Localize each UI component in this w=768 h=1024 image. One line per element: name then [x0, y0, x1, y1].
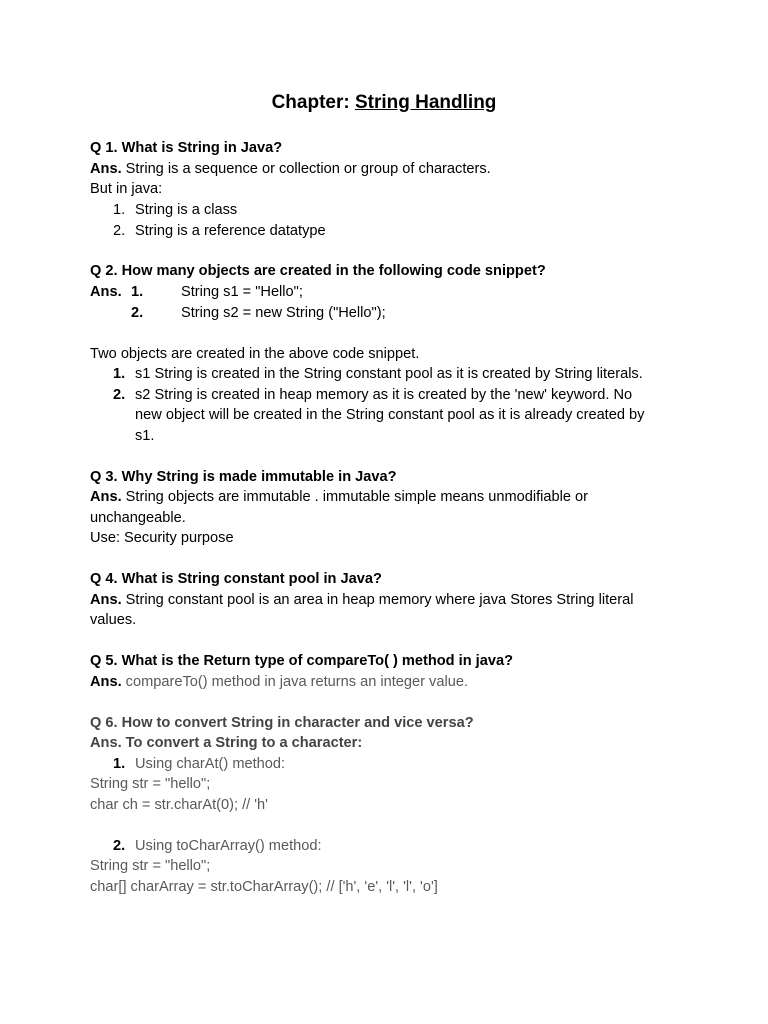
q2-code-number: 2. [131, 305, 144, 321]
q4-answer-continuation: values. [90, 612, 137, 628]
q3-question: Q 3. Why String is made immutable in Java? [90, 469, 397, 485]
q2-code-line [131, 282, 303, 302]
q1-intro: But in java: [90, 181, 163, 197]
q2-point [113, 385, 632, 405]
q6-code-line: char[] charArray = str.toCharArray(); // ['h', 'e', 'l', 'l', 'o'] [90, 879, 438, 895]
q4-ans-label: Ans. [90, 592, 122, 608]
q2-code-text: String s2 = new String ("Hello"); [181, 305, 386, 321]
q1-ans-text: String is a sequence or collection or group of characters. [121, 161, 491, 177]
q1-item-number: 2. [113, 223, 126, 239]
q6-method [113, 754, 285, 774]
q1-question: Q 1. What is String in Java? [90, 140, 283, 156]
q6-method-number: 1. [113, 756, 126, 772]
q1-item-number: 1. [113, 202, 126, 218]
q1-list-item [113, 200, 237, 220]
q6-question: Q 6. How to convert String in character and vice versa? [90, 715, 474, 731]
q6-code-line: String str = "hello"; [90, 858, 211, 874]
q2-point-continuation: s1. [135, 428, 155, 444]
q4-answer [90, 590, 633, 610]
q1-item-text: String is a reference datatype [135, 223, 326, 239]
q2-ans-label: Ans. [90, 284, 122, 300]
q3-answer [90, 487, 588, 507]
q6-method-number: 2. [113, 838, 126, 854]
q6-ans-heading: Ans. To convert a String to a character: [90, 735, 363, 751]
q5-ans-text: compareTo() method in java returns an integer value. [121, 674, 468, 690]
q3-ans-label: Ans. [90, 489, 122, 505]
page-title [0, 92, 768, 114]
q3-ans-text: String objects are immutable . immutable simple means unmodifiable or [121, 489, 589, 505]
q6-method-label: Using toCharArray() method: [135, 838, 322, 854]
q2-point-number: 1. [113, 366, 126, 382]
chapter-prefix: Chapter: [271, 92, 355, 113]
q2-code-line [131, 303, 386, 323]
q2-code-text: String s1 = "Hello"; [181, 284, 303, 300]
q3-answer-continuation: unchangeable. [90, 510, 186, 526]
q6-method-label: Using charAt() method: [135, 756, 286, 772]
q2-point-text: s2 String is created in heap memory as it is created by the 'new' keyword. No [135, 387, 633, 403]
chapter-topic: String Handling [354, 92, 497, 113]
q1-list-item [113, 221, 326, 241]
q6-code-line: String str = "hello"; [90, 776, 211, 792]
q1-ans-label: Ans. [90, 161, 122, 177]
q2-point-continuation: new object will be created in the String constant pool as it is already created by [135, 407, 645, 423]
q5-question: Q 5. What is the Return type of compareTo( ) method in java? [90, 653, 513, 669]
q2-point-text: s1 String is created in the String constant pool as it is created by String literals. [135, 366, 643, 382]
q4-ans-text: String constant pool is an area in heap memory where java Stores String literal [121, 592, 634, 608]
q2-point [113, 364, 643, 384]
q5-ans-label: Ans. [90, 674, 122, 690]
q5-answer [90, 672, 468, 692]
q4-question: Q 4. What is String constant pool in Java? [90, 571, 382, 587]
q6-method [113, 836, 322, 856]
q1-item-text: String is a class [135, 202, 238, 218]
q1-answer [90, 159, 491, 179]
q6-code-line: char ch = str.charAt(0); // 'h' [90, 797, 268, 813]
q3-use: Use: Security purpose [90, 530, 234, 546]
q2-summary: Two objects are created in the above code snippet. [90, 346, 420, 362]
q2-point-number: 2. [113, 387, 126, 403]
q2-question: Q 2. How many objects are created in the following code snippet? [90, 263, 546, 279]
q2-code-number: 1. [131, 284, 144, 300]
